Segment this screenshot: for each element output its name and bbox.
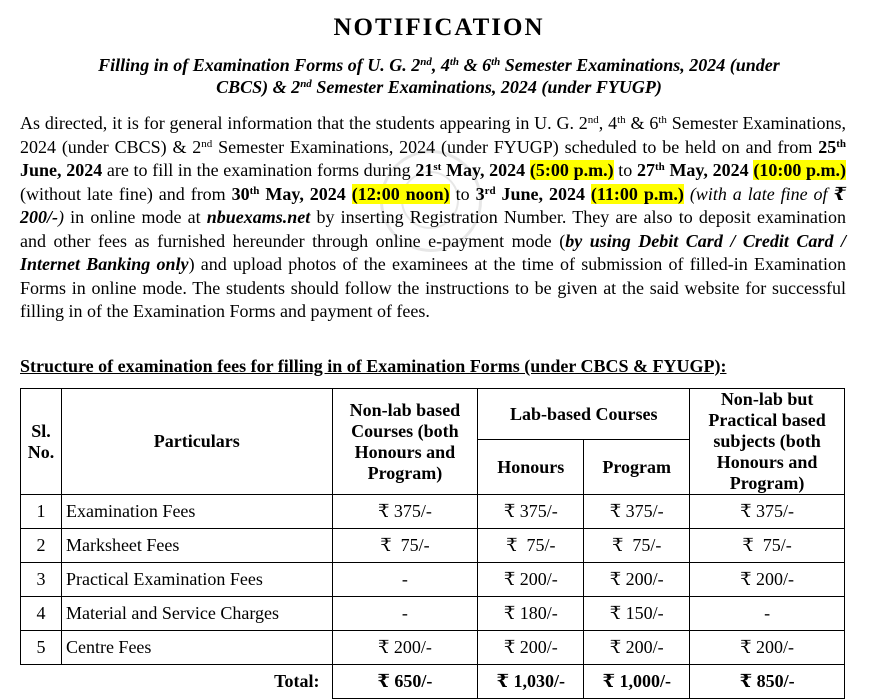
header-lab: Lab-based Courses [478,389,690,440]
header-particulars: Particulars [61,389,332,495]
highlight-time: (12:00 noon) [351,183,450,204]
table-row: 2 Marksheet Fees ₹ 75/- ₹ 75/- ₹ 75/- ₹ 75/- [21,529,845,563]
header-slno: Sl. No. [21,389,62,495]
fee-table [20,388,845,699]
highlight-time: (11:00 p.m.) [590,183,684,204]
header-practical: Non-lab but Practical based subjects (both Honours and Program) [690,389,845,495]
header-honours: Honours [478,440,584,495]
table-row: 4 Material and Service Charges - ₹ 180/- ₹ 150/- - [21,597,845,631]
notification-title: NOTIFICATION [333,14,545,41]
fee-structure-heading: Structure of examination fees for filling in of Examination Forms (under CBCS & FYUGP): [20,356,727,376]
table-row: 1 Examination Fees ₹ 375/- ₹ 375/- ₹ 375/- ₹ 375/- [21,495,845,529]
header-nonlab: Non-lab based Courses (both Honours and Program) [332,389,478,495]
website-link: nbuexams.net [206,207,311,227]
total-row: Total: ₹ 650/- ₹ 1,030/- ₹ 1,000/- ₹ 850/- [21,665,845,699]
table-row: 3 Practical Examination Fees - ₹ 200/- ₹ 200/- ₹ 200/- [21,563,845,597]
header-program: Program [584,440,690,495]
notification-subtitle: Filling in of Examination Forms of U. G. 2nd, 4th & 6th Semester Examinations, 2024 (under CBCS) & 2nd Semester Examinations, 2024 (under FYUGP) [98,55,780,97]
highlight-time: (10:00 p.m.) [753,160,847,180]
highlight-time: (5:00 p.m.) [529,160,614,180]
table-row: 5 Centre Fees ₹ 200/- ₹ 200/- ₹ 200/- ₹ 200/- [21,631,845,665]
notification-body: As directed, it is for general information that the students appearing in U. G. 2nd, 4th & 6th Semester Examinations, 2024 (under CBCS) & 2nd Semester Examinations, 2024 (under FYUGP) scheduled to be held on and from 25th June, 2024 are to fill in the examination forms during 21st May, 2024 (5:00 p.m.) to 27th May, 2024 (10:00 p.m.) (without late fine) and from 30th May, 2024 (12:00 noon) to 3rd June, 2024 (11:00 p.m.) (with a late fine of ₹ 200/-) in online mode at nbuexams.net by inserting Registration Number. They are also to deposit examination and other fees as furnished hereunder through online e-payment mode (by using Debit Card / Credit Card / Internet Banking only) and upload photos of the examinees at the time of submission of filled-in Examination Forms in online mode. The students should follow the instructions to be given at the said website for successful filling in of the Examination Forms and payment of fees. [20,113,847,321]
